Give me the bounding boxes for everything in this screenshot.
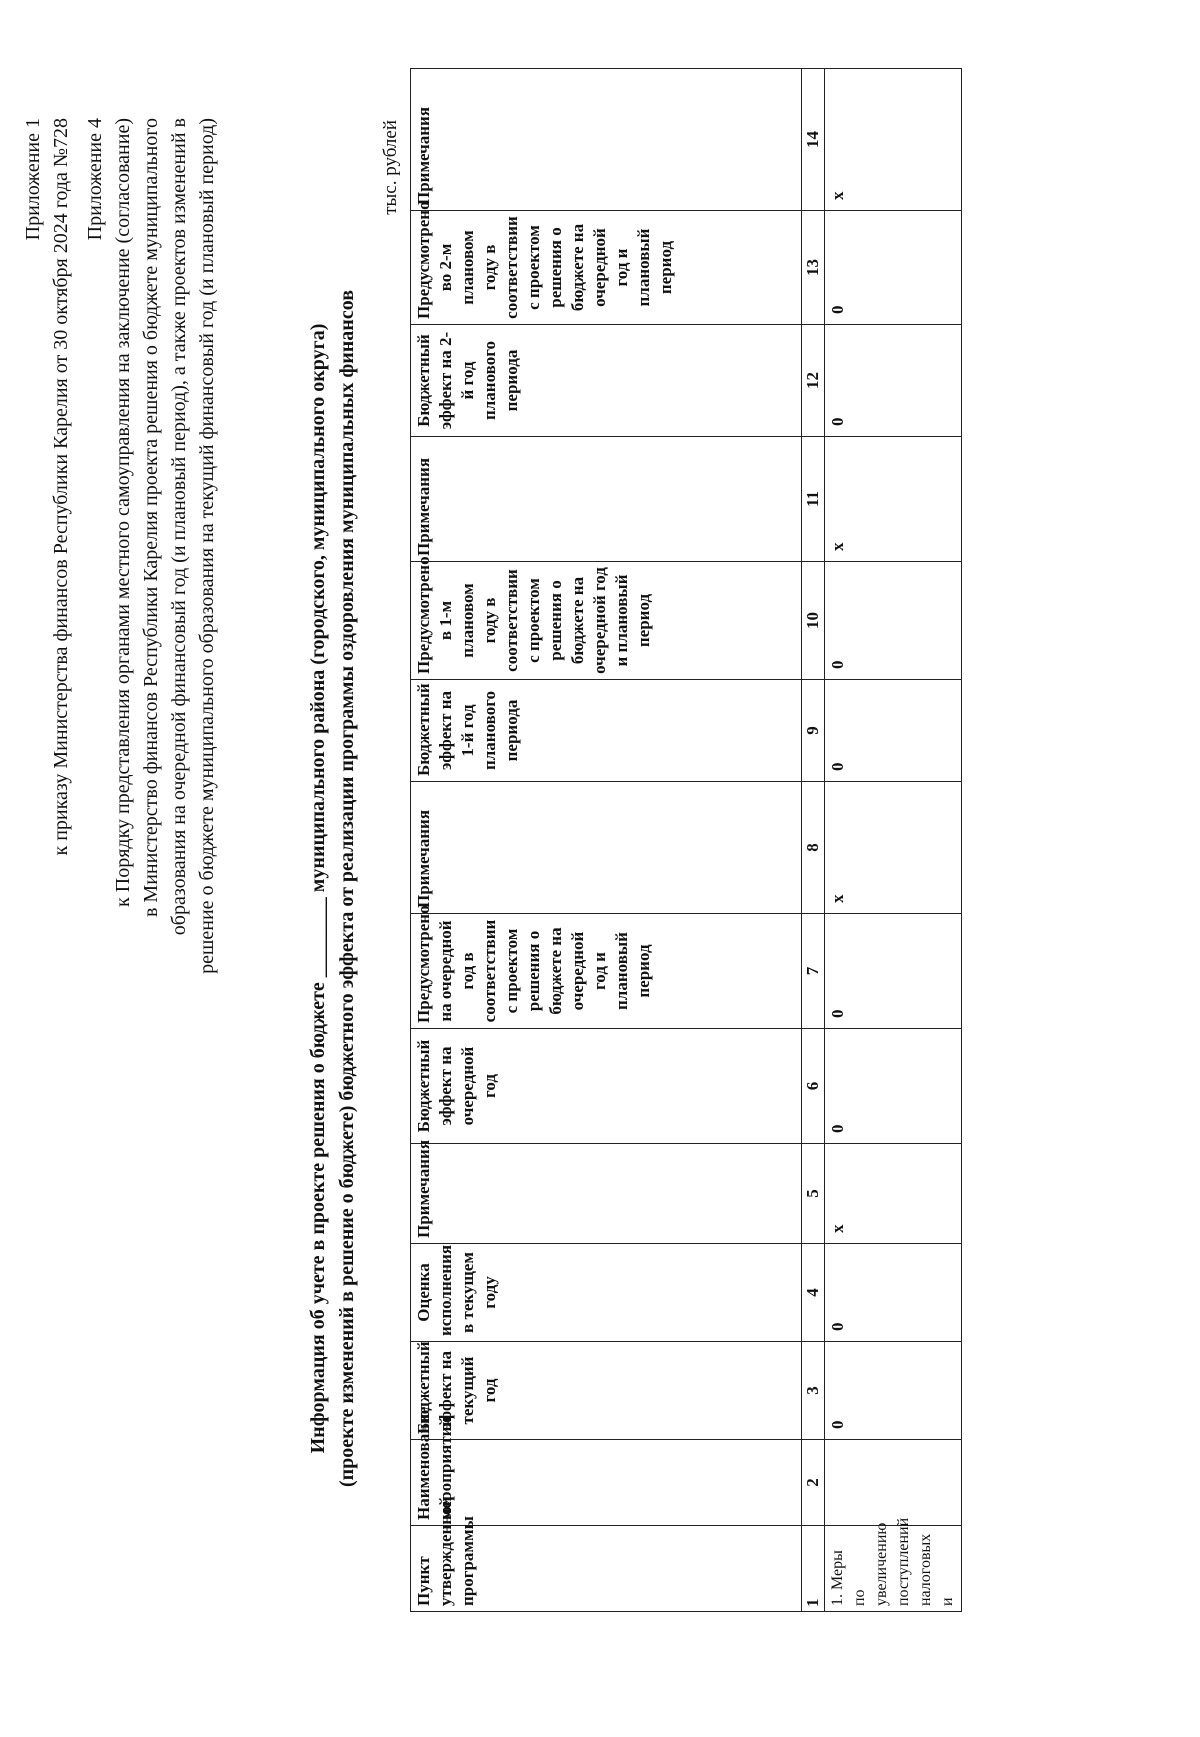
column-header: Бюджетный эффект на 1-й год планового периода bbox=[411, 680, 802, 782]
column-number: 12 bbox=[802, 325, 825, 437]
table-cell: 1. Меры по увеличению поступлений налоговых и bbox=[825, 1526, 962, 1612]
column-number: 5 bbox=[802, 1144, 825, 1244]
column-number-row bbox=[802, 69, 825, 1612]
column-header: Предусмотрено на очередной год в соответствии с проектом решения о бюджете на очередной год и плановый период bbox=[411, 914, 802, 1029]
column-number: 10 bbox=[802, 562, 825, 680]
column-number: 2 bbox=[802, 1440, 825, 1526]
table-cell: 0 bbox=[825, 1244, 962, 1342]
column-number: 13 bbox=[802, 211, 825, 325]
column-header: Примечания bbox=[411, 782, 802, 914]
column-header: Примечания bbox=[411, 1144, 802, 1244]
column-header: Наименование мероприятий bbox=[411, 1440, 802, 1526]
table-cell: 0 bbox=[825, 1029, 962, 1144]
table-cell: 0 bbox=[825, 211, 962, 325]
table-cell: 0 bbox=[825, 325, 962, 437]
column-header: Пункт утвержденной программы bbox=[411, 1526, 802, 1612]
order-reference: к приказу Министерства финансов Республики Карелия от 30 октября 2024 года №728 bbox=[50, 118, 72, 856]
table-cell: х bbox=[825, 69, 962, 211]
procedure-line-1: к Порядку представления органами местного самоуправления на заключение (согласование) bbox=[112, 118, 134, 907]
column-number: 3 bbox=[802, 1342, 825, 1440]
appendix-4-label: Приложение 4 bbox=[84, 118, 106, 241]
table-cell: 0 bbox=[825, 914, 962, 1029]
table-cell: 0 bbox=[825, 562, 962, 680]
column-header: Предусмотрено во 2-м плановом году в соответствии с проектом решения о бюджете на очередной год и плановый период bbox=[411, 211, 802, 325]
column-number: 8 bbox=[802, 782, 825, 914]
appendix-1-label: Приложение 1 bbox=[22, 118, 44, 241]
table-cell: х bbox=[825, 1144, 962, 1244]
column-header: Бюджетный эффект на текущий год bbox=[411, 1342, 802, 1440]
column-number: 11 bbox=[802, 437, 825, 562]
procedure-line-3: образования на очередной финансовый год (и плановый период), а также проектов изменений в bbox=[168, 118, 190, 936]
column-number: 6 bbox=[802, 1029, 825, 1144]
column-header: Бюджетный эффект на очередной год bbox=[411, 1029, 802, 1144]
column-header: Оценка исполнения в текущем году bbox=[411, 1244, 802, 1342]
table-cell: х bbox=[825, 782, 962, 914]
column-header: Бюджетный эффект на 2-й год планового периода bbox=[411, 325, 802, 437]
column-header: Примечания bbox=[411, 437, 802, 562]
procedure-line-4: решение о бюджете муниципального образования на текущий финансовый год (и плановый период) bbox=[196, 118, 218, 974]
table-cell: 0 bbox=[825, 1342, 962, 1440]
document-title-line-2: (проекте изменений в решение о бюджете) бюджетного эффекта от реализации программы оздоровления муниципальных финансов bbox=[336, 290, 358, 1488]
budget-effect-table bbox=[410, 68, 962, 1612]
column-number: 1 bbox=[802, 1526, 825, 1612]
table-cell bbox=[825, 1440, 962, 1526]
document-title-line-1: Информация об учете в проекте решения о бюджете ________ муниципального района (городского, муниципального округа) bbox=[307, 323, 329, 1454]
column-number: 4 bbox=[802, 1244, 825, 1342]
procedure-line-2: в Министерство финансов Республики Карелия проекта решения о бюджете муниципального bbox=[140, 118, 162, 918]
units-label: тыс. рублей bbox=[380, 120, 401, 215]
table-row bbox=[825, 69, 962, 1612]
column-header: Примечания bbox=[411, 69, 802, 211]
table-cell: х bbox=[825, 437, 962, 562]
column-header: Предусмотрено в 1-м плановом году в соответствии с проектом решения о бюджете на очередной год и плановый период bbox=[411, 562, 802, 680]
table-header-row bbox=[411, 69, 802, 1612]
column-number: 7 bbox=[802, 914, 825, 1029]
column-number: 9 bbox=[802, 680, 825, 782]
column-number: 14 bbox=[802, 69, 825, 211]
table-cell: 0 bbox=[825, 680, 962, 782]
